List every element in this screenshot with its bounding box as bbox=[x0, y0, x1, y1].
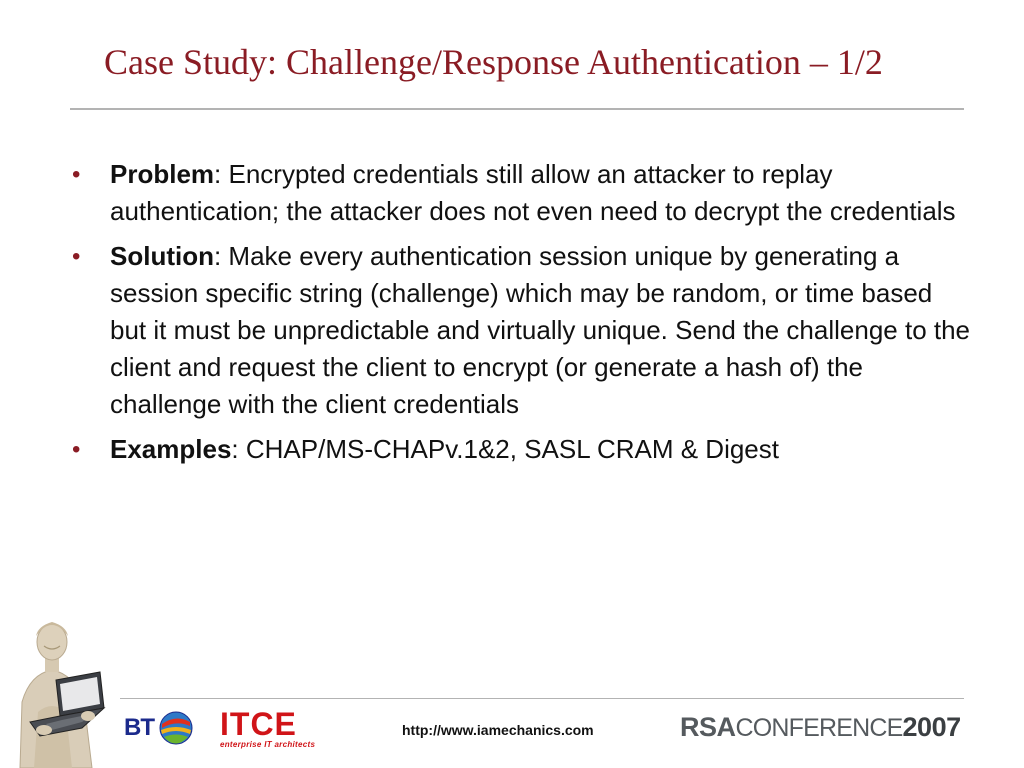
bt-globe-icon bbox=[158, 710, 194, 746]
title-divider bbox=[70, 108, 964, 110]
bullet-marker: • bbox=[72, 161, 81, 188]
bullet-heading: Problem bbox=[110, 159, 215, 189]
bullet-heading: Solution bbox=[110, 241, 214, 271]
rsa-conference-word: CONFERENCE bbox=[735, 714, 903, 742]
bullet-text: : CHAP/MS-CHAPv.1&2, SASL CRAM & Digest bbox=[231, 434, 779, 464]
bt-logo-text: BT bbox=[124, 714, 154, 741]
bullet-list bbox=[72, 156, 972, 476]
bullet-heading: Examples bbox=[110, 434, 232, 464]
rsa-conference-logo bbox=[680, 712, 970, 746]
bullet-marker: • bbox=[72, 243, 81, 270]
slide-title: Case Study: Challenge/Response Authentication – 1/2 bbox=[104, 42, 883, 82]
bullet-examples bbox=[72, 431, 972, 468]
footer-url-link[interactable]: http://www.iamechanics.com bbox=[402, 722, 594, 738]
itce-logo-text: ITCE bbox=[220, 706, 297, 742]
bullet-text: : Make every authentication session unique by generating a session specific string (challenge) which may be random, or time based but it must be unpredictable and virtually unique. Send the challenge to the client and request the client to encrypt (or generate a hash of) the challenge with the client credentials bbox=[110, 241, 971, 419]
statue-with-laptop-illustration bbox=[0, 612, 118, 768]
rsa-year: 2007 bbox=[902, 712, 961, 742]
bullet-solution bbox=[72, 238, 972, 423]
bullet-problem bbox=[72, 156, 972, 230]
bt-logo bbox=[124, 708, 194, 748]
bullet-text: : Encrypted credentials still allow an attacker to replay authentication; the attacker does not even need to decrypt the credentials bbox=[110, 159, 956, 226]
itce-logo bbox=[220, 708, 330, 750]
rsa-brand: RSA bbox=[680, 712, 736, 742]
bullet-marker: • bbox=[72, 436, 81, 463]
itce-tagline: enterprise IT architects bbox=[220, 740, 316, 749]
footer-divider bbox=[120, 698, 964, 699]
